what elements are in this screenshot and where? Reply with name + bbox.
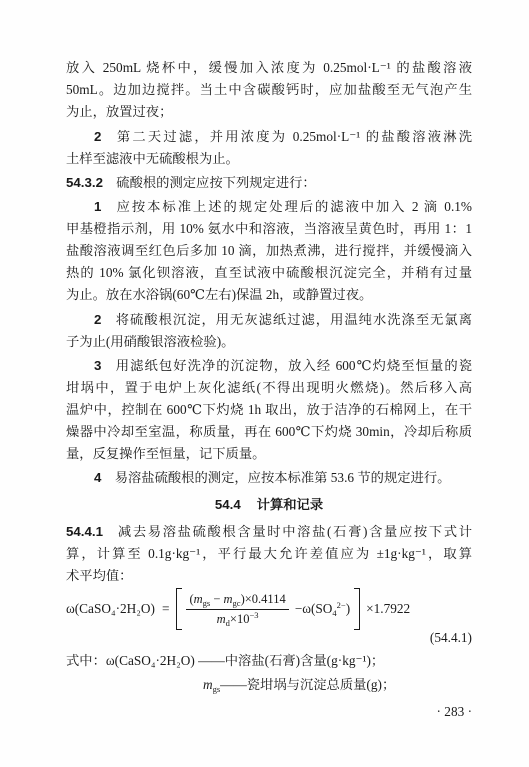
paragraph-continuation <box>66 57 472 123</box>
page-number-text: · 283 · <box>436 704 472 719</box>
list-item-filter <box>66 126 472 170</box>
section-heading <box>66 494 472 516</box>
subscript-4: 4 <box>332 608 337 618</box>
where-clause-mgs <box>203 674 472 696</box>
item-number: 2 <box>94 129 102 144</box>
list-item-4 <box>66 467 472 489</box>
clause-text: 硫酸根的测定应按下列规定进行： <box>116 175 316 190</box>
variable-m: m <box>203 677 213 692</box>
text-line <box>66 467 472 489</box>
where-prefix: 式中： <box>66 653 106 668</box>
text-line: 甲基橙指示剂，用 10% 氨水中和溶液，当溶液呈黄色时，再用 1：1 <box>66 221 472 236</box>
clause-number: 54.3.2 <box>66 175 103 190</box>
text-line: 术平均值： <box>66 568 133 583</box>
clause-number: 54.4.1 <box>66 524 103 539</box>
text-line: 盐酸溶液调至红色后多加 10 滴，加热煮沸，进行搅拌，并缓慢滴入 <box>66 243 472 258</box>
subscript-gs: gs <box>212 684 221 694</box>
text-line: 量，反复操作至恒量，记下质量。 <box>66 446 266 461</box>
denominator <box>217 610 259 628</box>
section-number: 54.4 <box>214 497 241 512</box>
text-line <box>66 196 472 218</box>
equation-number <box>66 627 472 649</box>
where-symbol: ω(CaSO₄·2H₂O) <box>105 653 195 668</box>
text-line: 算，计算至 0.1g·kg⁻¹，平行最大允许差值应为 ±1g·kg⁻¹，取算 <box>66 546 472 561</box>
variable-m: m <box>193 591 203 606</box>
text-line: 子为止(用硝酸银溶液检验)。 <box>66 334 235 349</box>
variable-m: m <box>216 611 226 626</box>
fraction <box>186 591 288 628</box>
equation-number-text: (54.4.1) <box>429 630 472 645</box>
where-clause <box>66 650 472 672</box>
item-number: 2 <box>94 312 102 327</box>
paren-close: ) <box>345 601 351 616</box>
where-definition: ——中溶盐(石膏)含量(g·kg⁻¹)； <box>198 653 385 668</box>
text-line: 为止，放置过夜； <box>66 104 173 119</box>
paren-open: ( <box>189 591 194 606</box>
text-line: 坩埚中，置于电炉上灰化滤纸(不得出现明火燃烧)。然后移入高 <box>66 380 472 395</box>
item-text: 应按本标准上述的规定处理后的滤液中加入 2 滴 0.1% <box>114 199 472 214</box>
item-number: 3 <box>94 358 102 373</box>
text-line: 50mL。边加边搅拌。当土中含碳酸钙时，应加盐酸至无气泡产生 <box>66 82 472 97</box>
text-line <box>66 126 472 148</box>
text-line <box>66 309 472 331</box>
numerator <box>186 591 288 610</box>
text-line <box>66 650 472 672</box>
list-item-3 <box>66 355 472 465</box>
text-line: 温炉中，控制在 600℃下灼烧 1h 取出，放于洁净的石棉网上，在干 <box>66 402 472 417</box>
item-text: 用滤纸包好洗净的沉淀物，放入经 600℃灼烧至恒量的瓷 <box>114 358 472 373</box>
equation-lhs: ω(CaSO₄·2H₂O) <box>66 601 155 616</box>
variable-m: m <box>223 591 233 606</box>
item-number: 1 <box>94 199 102 214</box>
subscript-gs: gs <box>202 597 211 608</box>
text-line <box>66 172 472 194</box>
text-line <box>66 521 472 543</box>
where-definition: ——瓷坩埚与沉淀总质量(g)； <box>220 677 396 692</box>
numerator-rest: )×0.4114 <box>240 591 286 606</box>
section-title: 计算和记录 <box>256 497 324 512</box>
text-line: 为止。放在水浴锅(60℃左右)保温 2h，或静置过夜。 <box>66 287 373 302</box>
list-item-1 <box>66 196 472 306</box>
text-line: 热的 10% 氯化钡溶液，直至试液中硫酸根沉淀完全，并稍有过量 <box>66 265 472 280</box>
item-text: 第二天过滤，并用浓度为 0.25mol·L⁻¹ 的盐酸溶液淋洗 <box>114 129 472 144</box>
factor: ×1.7922 <box>366 601 411 616</box>
sulfate-term <box>295 601 350 617</box>
right-bracket <box>354 588 360 630</box>
text-line: 土样至滤液中无硫酸根为止。 <box>66 151 239 166</box>
item-text: 易溶盐硫酸根的测定，应按本标准第 53.6 节的规定进行。 <box>114 470 451 485</box>
text-line: 燥器中冷却至室温，称质量，再在 600℃下灼烧 30min，冷却后称质 <box>66 424 472 439</box>
minus-sign: − <box>210 591 224 606</box>
denominator-rest: ×10 <box>229 611 250 626</box>
item-number: 4 <box>94 470 102 485</box>
left-bracket <box>176 588 182 630</box>
subscript-gc: gc <box>232 597 241 608</box>
text-line: 放入 250mL 烧杯中，缓慢加入浓度为 0.25mol·L⁻¹ 的盐酸溶液 <box>66 60 472 75</box>
clause-text: 减去易溶盐硫酸根含量时中溶盐(石膏)含量应按下式计 <box>116 524 472 539</box>
exponent: −3 <box>249 609 259 620</box>
equation <box>66 586 472 632</box>
list-item-2 <box>66 309 472 353</box>
text-line <box>66 355 472 377</box>
text-line <box>203 674 472 696</box>
heading-line <box>66 494 472 516</box>
sulfate-term-text: −ω(SO <box>294 601 333 616</box>
charge-superscript: 2− <box>336 600 346 610</box>
page-number <box>66 701 472 723</box>
clause-54-3-2 <box>66 172 472 194</box>
clause-54-4-1 <box>66 521 472 587</box>
item-text: 将硫酸根沉淀，用无灰滤纸过滤，用温纯水洗涤至无氯离 <box>114 312 472 327</box>
equals-sign: = <box>161 601 170 616</box>
subscript-d: d <box>225 617 230 628</box>
